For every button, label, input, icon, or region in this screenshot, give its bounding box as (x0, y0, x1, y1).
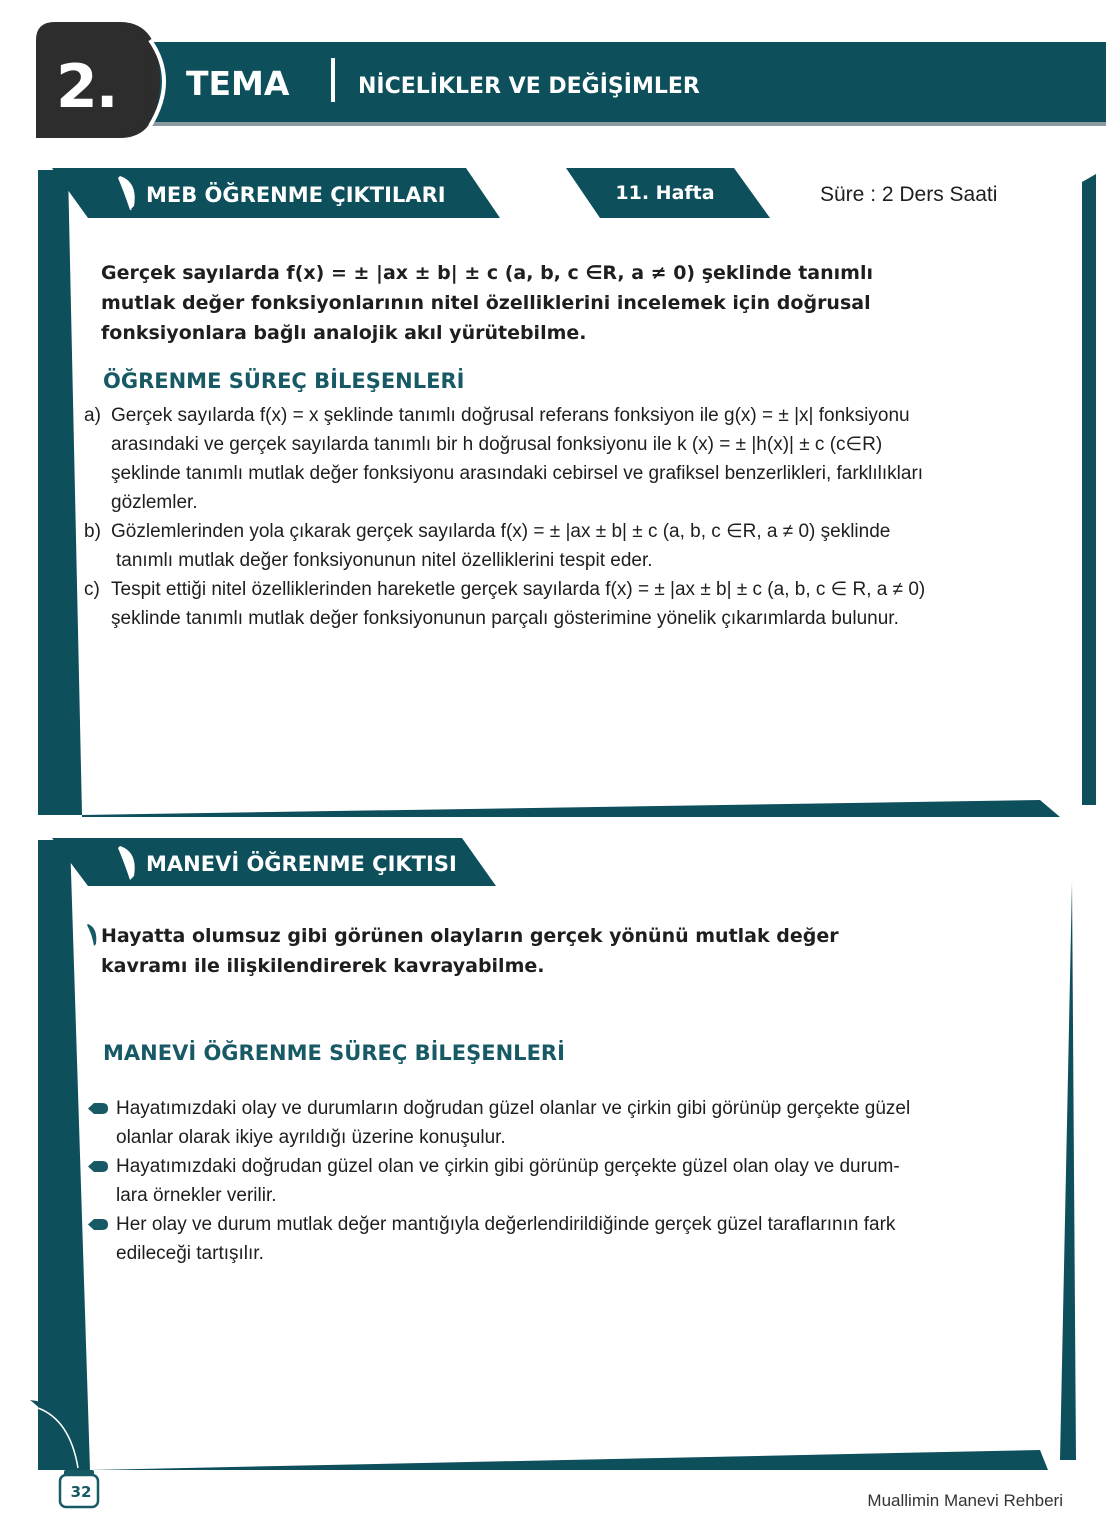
bullet-pill-icon (88, 1161, 108, 1172)
list-marker: a) (84, 405, 101, 426)
section1-right-bar (1082, 174, 1096, 805)
section2-right-bar (1060, 882, 1076, 1460)
outcome-line: Gerçek sayılarda f(x) = ± |ax ± b| ± c (a, b, c ∈R, a ≠ 0) şeklinde tanımlı (101, 262, 873, 284)
list-item (84, 575, 1044, 633)
outcome-line: Hayatta olumsuz gibi görünen olayların gerçek yönünü mutlak değer (101, 925, 839, 947)
page-number: 32 (70, 1483, 92, 1501)
section1-left-bar (38, 170, 82, 815)
week-label: 11. Hafta (615, 182, 715, 204)
list-line: Her olay ve durum mutlak değer mantığıyla değerlendirildiğinde gerçek güzel taraflarının fark (116, 1214, 896, 1235)
outcome-line: kavramı ile ilişkilendirerek kavrayabilme. (101, 955, 545, 977)
quill-icon-3 (87, 924, 96, 946)
meb-outcome (101, 258, 1031, 348)
outcome-line: mutlak değer fonksiyonlarının nitel özelliklerini incelemek için doğrusal (101, 292, 871, 314)
list-line: şeklinde tanımlı mutlak değer fonksiyonu arasındaki cebirsel ve grafiksel benzerlikleri, farklılıkları (111, 463, 924, 484)
list-item (84, 401, 1044, 517)
manevi-components-heading: MANEVİ ÖĞRENME SÜREÇ BİLEŞENLERİ (103, 1041, 565, 1065)
manevi-bullet-list (86, 1094, 1036, 1268)
section2-left-bar (38, 840, 90, 1470)
theme-number: 2. (56, 52, 117, 122)
outcome-line: fonksiyonlara bağlı analojik akıl yürütebilme. (101, 322, 587, 344)
list-item (86, 1210, 1036, 1268)
list-item (86, 1094, 1036, 1152)
list-line: arasındaki ve gerçek sayılarda tanımlı bir h doğrusal fonksiyonu ile k (x) = ± |h(x)| ± c (c∈R) (111, 434, 883, 455)
list-line: gözlemler. (111, 492, 198, 513)
list-item (86, 1152, 1036, 1210)
list-item (84, 517, 1044, 575)
section1-bottom-bar (82, 800, 1060, 817)
components-heading: ÖĞRENME SÜREÇ BİLEŞENLERİ (103, 369, 465, 393)
bullet-pill-icon (88, 1103, 108, 1114)
components-list (84, 401, 1044, 633)
list-marker: c) (84, 579, 100, 600)
list-line: Gerçek sayılarda f(x) = x şeklinde tanımlı doğrusal referans fonksiyon ile g(x) = ± |x| fonksiyonu (111, 405, 910, 426)
theme-title: NİCELİKLER VE DEĞİŞİMLER (358, 74, 700, 99)
list-line: lara örnekler verilir. (116, 1185, 277, 1206)
list-marker: b) (84, 521, 101, 542)
section2-bottom-bar (90, 1450, 1048, 1470)
list-line: tanımlı mutlak değer fonksiyonunun nitel özelliklerini tespit eder. (116, 550, 653, 571)
header-band-shadow (150, 122, 1106, 126)
list-line: şeklinde tanımlı mutlak değer fonksiyonunun parçalı gösterimine yönelik çıkarımlarda bulunur. (111, 608, 899, 629)
meb-ribbon-label: MEB ÖĞRENME ÇIKTILARI (146, 183, 446, 207)
list-line: Hayatımızdaki doğrudan güzel olan ve çirkin gibi görünüp gerçekte güzel olan olay ve durum- (116, 1156, 900, 1177)
book-title: Muallimin Manevi Rehberi (867, 1491, 1063, 1510)
manevi-ribbon-label: MANEVİ ÖĞRENME ÇIKTISI (146, 852, 457, 876)
list-line: olanlar olarak ikiye ayrıldığı üzerine konuşulur. (116, 1127, 506, 1148)
list-line: Gözlemlerinden yola çıkarak gerçek sayılarda f(x) = ± |ax ± b| ± c (a, b, c ∈R, a ≠ 0) şeklinde (111, 521, 891, 542)
manevi-outcome (101, 921, 1031, 981)
list-line: Tespit ettiği nitel özelliklerinden hareketle gerçek sayılarda f(x) = ± |ax ± b| ± c (a, b, c ∈ R, a ≠ 0) (111, 579, 926, 600)
bullet-pill-icon (88, 1219, 108, 1230)
duration-label: Süre : 2 Ders Saati (820, 183, 998, 206)
list-line: Hayatımızdaki olay ve durumların doğrudan güzel olanlar ve çirkin gibi görünüp gerçekte güzel (116, 1098, 911, 1119)
list-line: edileceği tartışılır. (116, 1243, 264, 1264)
theme-label: TEMA (186, 64, 290, 103)
